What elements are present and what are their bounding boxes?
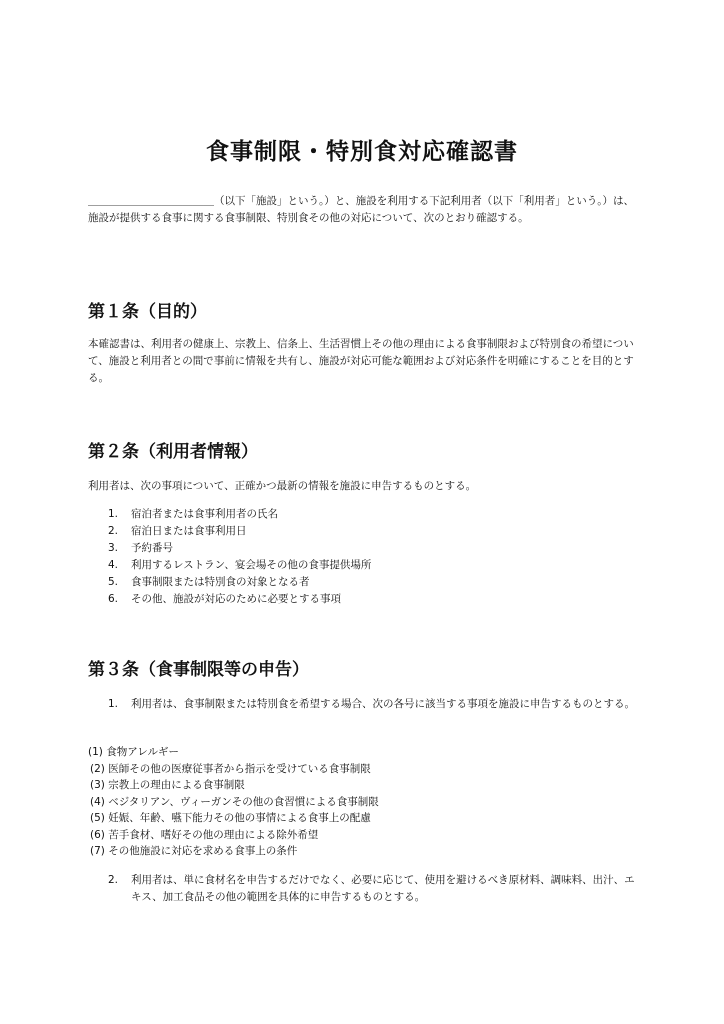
article-3-item-2 — [108, 872, 636, 906]
list-item-text: 宿泊者または食事利用者の氏名 — [131, 508, 278, 520]
document-title: 食事制限・特別食対応確認書 — [206, 139, 518, 166]
list-item-number: 1. — [108, 508, 119, 520]
sublist-item: (5) 妊娠、年齢、嚥下能力その他の事情による食事上の配慮 — [90, 812, 371, 824]
sublist-item: (6) 苦手食材、嗜好その他の理由による除外希望 — [90, 828, 319, 841]
list-item-number: 2. — [108, 874, 119, 886]
list-item — [108, 574, 371, 591]
list-item-number: 3. — [108, 542, 119, 554]
list-item-number: 6. — [108, 593, 119, 605]
list-item-text: その他、施設が対応のために必要とする事項 — [131, 593, 341, 605]
sublist-item: (2) 医師その他の医療従事者から指示を受けている食事制限 — [90, 762, 371, 775]
list-item-text: 利用者は、単に食材名を申告するだけでなく、必要に応じて、使用を避けるべき原材料、調味料、出汁、エキス、加工食品その他の範囲を具体的に申告するものとする。 — [131, 874, 635, 903]
list-item-number: 5. — [108, 576, 119, 588]
list-item — [108, 557, 371, 574]
list-item — [108, 591, 371, 608]
article-2-heading: 第２条（利用者情報） — [88, 442, 258, 462]
sublist-item: (3) 宗教上の理由による食事制限 — [90, 779, 245, 791]
sublist-item: (1) 食物アレルギー — [88, 746, 180, 758]
article-1-heading: 第１条（目的） — [88, 302, 207, 322]
sublist-item: (4) ベジタリアン、ヴィーガンその他の食習慣による食事制限 — [90, 795, 379, 808]
list-item-text: 宿泊日または食事利用日 — [131, 525, 247, 537]
list-item — [108, 506, 371, 523]
article-3-sublist — [88, 744, 379, 860]
intro-paragraph: ＿＿＿＿＿＿＿＿＿＿＿＿（以下「施設」という。）と、施設を利用する下記利用者（以下「利用者」という。）は、施設が提供する食事に関する食事制限、特別食その他の対応について、次のとおり確認する。 — [88, 195, 634, 224]
list-item — [108, 540, 371, 557]
list-item-text: 利用者は、食事制限または特別食を希望する場合、次の各号に該当する事項を施設に申告するものとする。 — [131, 698, 635, 710]
article-3-heading: 第３条（食事制限等の申告） — [88, 660, 309, 680]
list-item-text: 利用するレストラン、宴会場その他の食事提供場所 — [131, 559, 372, 571]
list-item-text: 予約番号 — [131, 542, 173, 554]
article-3-item-1 — [108, 696, 636, 713]
list-item — [108, 523, 371, 540]
article-2-list — [108, 506, 371, 608]
article-2-body: 利用者は、次の事項について、正確かつ最新の情報を施設に申告するものとする。 — [88, 480, 477, 492]
list-item-number: 4. — [108, 559, 119, 571]
article-1-body: 本確認書は、利用者の健康上、宗教上、信条上、生活習慣上その他の理由による食事制限および特別食の希望について、施設と利用者との間で事前に情報を共有し、施設が対応可能な範囲および対応条件を明確にすることを目的とする。 — [88, 338, 634, 384]
list-item-number: 1. — [108, 698, 119, 710]
list-item-number: 2. — [108, 525, 119, 537]
list-item-text: 食事制限または特別食の対象となる者 — [131, 576, 310, 588]
sublist-item: (7) その他施設に対応を求める食事上の条件 — [90, 845, 298, 857]
